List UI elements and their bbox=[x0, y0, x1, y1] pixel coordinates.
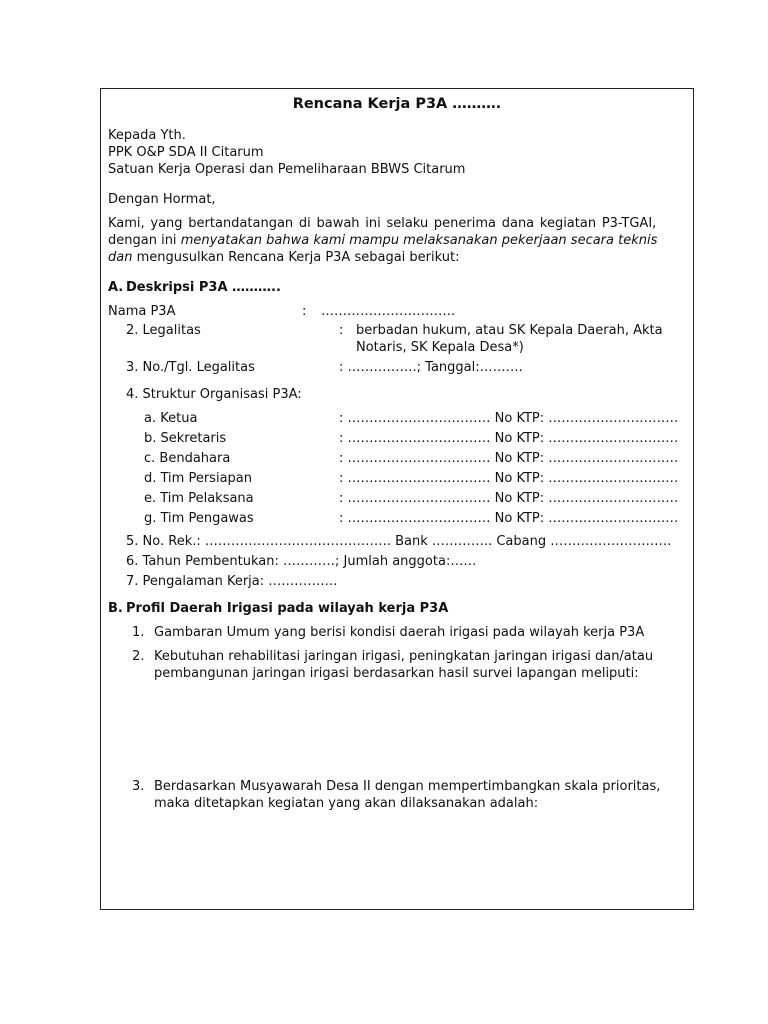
intro-line-3-italic: dan bbox=[108, 250, 133, 265]
no-rek-line: 5. No. Rek.: ……………………………………. Bank ………….. Cabang ………………………. bbox=[126, 534, 672, 549]
officer-value: : …………………………… No KTP: ………………………… bbox=[339, 491, 679, 506]
nama-p3a-label: Nama P3A bbox=[108, 304, 176, 319]
no-tgl-legalitas-label: 3. No./Tgl. Legalitas bbox=[126, 360, 255, 375]
legalitas-value-1: berbadan hukum, atau SK Kepala Daerah, Akta bbox=[356, 323, 663, 338]
intro-line-2 bbox=[108, 233, 657, 249]
nama-p3a-colon: : bbox=[302, 304, 307, 319]
address-line-1: Kepada Yth. bbox=[108, 128, 186, 143]
officer-label: e. Tim Pelaksana bbox=[144, 491, 254, 506]
item-1-text: Gambaran Umum yang berisi kondisi daerah irigasi pada wilayah kerja P3A bbox=[154, 625, 645, 640]
officer-label: a. Ketua bbox=[144, 411, 198, 426]
officer-value: : …………………………… No KTP: ………………………… bbox=[339, 471, 679, 486]
item-2-number: 2. bbox=[132, 649, 145, 664]
item-3-line-2: maka ditetapkan kegiatan yang akan dilaksanakan adalah: bbox=[154, 796, 539, 811]
officer-label: b. Sekretaris bbox=[144, 431, 227, 446]
intro-line-3 bbox=[108, 250, 459, 266]
address-line-3: Satuan Kerja Operasi dan Pemeliharaan BBWS Citarum bbox=[108, 162, 466, 177]
officer-value: : …………………………… No KTP: ………………………… bbox=[339, 411, 679, 426]
officer-label: d. Tim Persiapan bbox=[144, 471, 252, 486]
pengalaman-kerja-line: 7. Pengalaman Kerja: ……………. bbox=[126, 574, 338, 589]
officer-value: : …………………………… No KTP: ………………………… bbox=[339, 451, 679, 466]
intro-line-2-plain: dengan ini bbox=[108, 233, 181, 248]
officer-value: : …………………………… No KTP: ………………………… bbox=[339, 431, 679, 446]
item-3-number: 3. bbox=[132, 779, 145, 794]
officer-value: : …………………………… No KTP: ………………………… bbox=[339, 511, 679, 526]
greeting: Dengan Hormat, bbox=[108, 192, 216, 207]
document-title: Rencana Kerja P3A ………. bbox=[292, 96, 502, 112]
legalitas-value-2: Notaris, SK Kepala Desa*) bbox=[356, 340, 524, 355]
section-a-letter: A. bbox=[108, 280, 124, 295]
tahun-pembentukan-line: 6. Tahun Pembentukan: …………; Jumlah anggota:…… bbox=[126, 554, 477, 569]
section-a-heading: Deskripsi P3A ……….. bbox=[126, 280, 281, 295]
section-b-letter: B. bbox=[108, 601, 123, 616]
officer-label: g. Tim Pengawas bbox=[144, 511, 254, 526]
nama-p3a-value: …………………………. bbox=[321, 304, 456, 319]
document-frame bbox=[100, 88, 694, 910]
intro-line-2-italic: menyatakan bahwa kami mampu melaksanakan pekerjaan secara teknis bbox=[180, 233, 658, 248]
section-b-heading: Profil Daerah Irigasi pada wilayah kerja P3A bbox=[126, 601, 449, 616]
address-line-2: PPK O&P SDA II Citarum bbox=[108, 145, 264, 160]
no-tgl-legalitas-value: : …………….; Tanggal:………. bbox=[339, 360, 523, 375]
intro-line-1: Kami, yang bertandatangan di bawah ini selaku penerima dana kegiatan P3-TGAI, bbox=[108, 216, 657, 231]
item-1-number: 1. bbox=[132, 625, 145, 640]
item-3-line-1: Berdasarkan Musyawarah Desa II dengan mempertimbangkan skala prioritas, bbox=[154, 779, 661, 794]
legalitas-colon: : bbox=[339, 323, 344, 338]
intro-line-3-plain: mengusulkan Rencana Kerja P3A sebagai berikut: bbox=[132, 250, 460, 265]
item-2-line-1: Kebutuhan rehabilitasi jaringan irigasi, peningkatan jaringan irigasi dan/atau bbox=[154, 649, 654, 664]
item-2-line-2: pembangunan jaringan irigasi berdasarkan hasil survei lapangan meliputi: bbox=[154, 666, 639, 681]
legalitas-label: 2. Legalitas bbox=[126, 323, 201, 338]
struktur-organisasi-label: 4. Struktur Organisasi P3A: bbox=[126, 387, 302, 402]
officer-label: c. Bendahara bbox=[144, 451, 231, 466]
